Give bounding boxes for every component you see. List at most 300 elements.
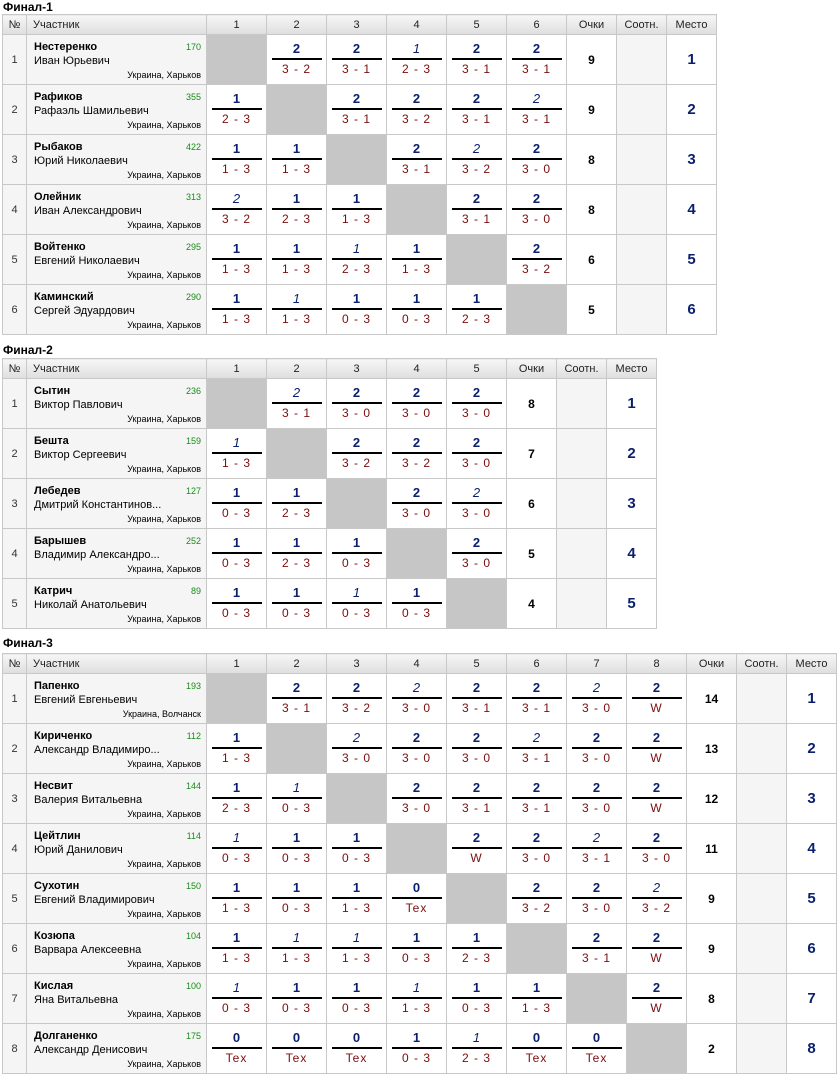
game-result[interactable] — [507, 235, 567, 285]
game-result[interactable] — [387, 379, 447, 429]
game-score: Tex — [225, 1051, 248, 1065]
game-points: 1 — [472, 291, 481, 306]
game-result[interactable] — [267, 185, 327, 235]
game-points: 2 — [352, 680, 361, 695]
player-number: 5 — [3, 235, 27, 285]
player-rating: 127 — [185, 486, 201, 496]
game-result[interactable] — [327, 285, 387, 335]
game-points: 2 — [532, 780, 541, 795]
self-cell — [327, 135, 387, 185]
game-result[interactable] — [627, 974, 687, 1024]
player-points: 8 — [567, 135, 617, 185]
result-divider — [272, 552, 322, 554]
game-result[interactable] — [267, 285, 327, 335]
game-points: 1 — [352, 535, 361, 550]
game-result[interactable] — [267, 874, 327, 924]
game-score: W — [650, 701, 663, 715]
game-points: 1 — [352, 191, 361, 206]
player-row — [3, 429, 657, 479]
game-points: 1 — [292, 585, 301, 600]
game-points: 2 — [472, 435, 481, 450]
player-surname[interactable]: Цейтлин — [34, 830, 81, 842]
game-points: 1 — [232, 585, 241, 600]
game-result[interactable] — [627, 674, 687, 724]
game-result[interactable] — [327, 924, 387, 974]
game-result[interactable] — [207, 235, 267, 285]
player-rating: 175 — [185, 1031, 201, 1041]
player-surname[interactable]: Козюпа — [34, 930, 75, 942]
game-score: 0 - 3 — [341, 1001, 371, 1015]
player-surname[interactable]: Долганенко — [34, 1030, 98, 1042]
participant-cell — [27, 379, 207, 429]
player-points: 8 — [507, 379, 557, 429]
game-score: 1 - 3 — [341, 951, 371, 965]
player-surname[interactable]: Рафиков — [34, 91, 83, 103]
game-points: 0 — [232, 1030, 241, 1045]
player-surname[interactable]: Сухотин — [34, 880, 80, 892]
game-points: 0 — [352, 1030, 361, 1045]
game-result[interactable] — [207, 579, 267, 629]
participant-cell — [27, 285, 207, 335]
player-city: Украина, Харьков — [127, 70, 201, 80]
player-ratio — [737, 824, 787, 874]
game-result[interactable] — [267, 379, 327, 429]
result-divider — [632, 897, 682, 899]
game-score: W — [650, 1001, 663, 1015]
game-points: 2 — [592, 680, 601, 695]
player-rating: 290 — [185, 292, 201, 302]
player-points: 5 — [567, 285, 617, 335]
result-divider — [272, 847, 322, 849]
game-result[interactable] — [567, 924, 627, 974]
game-result[interactable] — [387, 35, 447, 85]
player-ratio — [557, 379, 607, 429]
game-result[interactable] — [327, 35, 387, 85]
result-divider — [212, 158, 262, 160]
result-divider — [392, 947, 442, 949]
game-result[interactable] — [627, 924, 687, 974]
game-points: 2 — [472, 191, 481, 206]
player-name: Александр Денисович — [34, 1044, 148, 1056]
result-divider — [392, 897, 442, 899]
header-row — [3, 15, 717, 35]
player-city: Украина, Харьков — [127, 1059, 201, 1069]
game-result[interactable] — [627, 724, 687, 774]
game-points: 0 — [292, 1030, 301, 1045]
result-divider — [452, 402, 502, 404]
player-surname[interactable]: Несвит — [34, 780, 73, 792]
game-result[interactable] — [387, 285, 447, 335]
game-result[interactable] — [567, 724, 627, 774]
result-divider — [212, 258, 262, 260]
game-result[interactable] — [327, 974, 387, 1024]
player-ratio — [737, 674, 787, 724]
player-city: Украина, Волчанск — [122, 709, 201, 719]
game-score: 3 - 1 — [341, 112, 371, 126]
header-opponent-col: 1 — [207, 359, 267, 379]
game-score: 1 - 3 — [341, 901, 371, 915]
player-surname[interactable]: Рыбаков — [34, 141, 83, 153]
game-result[interactable] — [447, 379, 507, 429]
game-points: 2 — [532, 680, 541, 695]
game-score: 3 - 0 — [581, 901, 611, 915]
result-divider — [512, 258, 562, 260]
game-score: 3 - 1 — [461, 112, 491, 126]
player-surname[interactable]: Нестеренко — [34, 41, 98, 53]
result-divider — [212, 502, 262, 504]
game-result[interactable] — [267, 1024, 327, 1074]
game-result[interactable] — [507, 824, 567, 874]
game-result[interactable] — [387, 674, 447, 724]
header-ratio: Соотн. — [557, 359, 607, 379]
result-divider — [572, 797, 622, 799]
game-points: 2 — [592, 730, 601, 745]
player-surname[interactable]: Войтенко — [34, 241, 86, 253]
game-result[interactable] — [507, 974, 567, 1024]
result-divider — [212, 897, 262, 899]
game-result[interactable] — [387, 1024, 447, 1074]
game-result[interactable] — [447, 479, 507, 529]
game-result[interactable] — [387, 924, 447, 974]
header-participant: Участник — [27, 15, 207, 35]
game-result[interactable] — [327, 85, 387, 135]
game-points: 1 — [352, 291, 361, 306]
player-surname[interactable]: Барышев — [34, 535, 87, 547]
player-row — [3, 235, 717, 285]
game-score: 3 - 0 — [581, 701, 611, 715]
game-score: 3 - 0 — [401, 751, 431, 765]
result-divider — [212, 108, 262, 110]
game-result[interactable] — [207, 429, 267, 479]
player-name: Евгений Николаевич — [34, 255, 140, 267]
game-result[interactable] — [447, 85, 507, 135]
game-result[interactable] — [387, 479, 447, 529]
game-result[interactable] — [567, 774, 627, 824]
player-points: 8 — [567, 185, 617, 235]
player-row — [3, 185, 717, 235]
game-result[interactable] — [387, 774, 447, 824]
game-result[interactable] — [267, 35, 327, 85]
result-divider — [332, 602, 382, 604]
game-result[interactable] — [387, 85, 447, 135]
game-result[interactable] — [447, 924, 507, 974]
game-result[interactable] — [387, 135, 447, 185]
header-opponent-col: 2 — [267, 359, 327, 379]
participant-cell — [27, 874, 207, 924]
result-divider — [392, 697, 442, 699]
game-points: 2 — [592, 780, 601, 795]
player-number: 3 — [3, 135, 27, 185]
game-points: 2 — [532, 730, 541, 745]
game-points: 1 — [352, 980, 361, 995]
self-cell — [207, 674, 267, 724]
game-result[interactable] — [507, 185, 567, 235]
player-points: 7 — [507, 429, 557, 479]
player-city: Украина, Харьков — [127, 414, 201, 424]
participant-cell — [27, 235, 207, 285]
game-score: Tex — [525, 1051, 548, 1065]
participant-cell — [27, 579, 207, 629]
game-points: 2 — [652, 830, 661, 845]
game-result[interactable] — [387, 974, 447, 1024]
result-divider — [272, 502, 322, 504]
game-points: 2 — [412, 680, 421, 695]
game-result[interactable] — [447, 285, 507, 335]
player-surname[interactable]: Кислая — [34, 980, 74, 992]
header-num: № — [3, 15, 27, 35]
player-row — [3, 479, 657, 529]
player-points: 8 — [687, 974, 737, 1024]
results-table — [2, 14, 717, 335]
player-rating: 159 — [185, 436, 201, 446]
game-result[interactable] — [267, 924, 327, 974]
game-result[interactable] — [567, 1024, 627, 1074]
self-cell — [387, 529, 447, 579]
game-result[interactable] — [267, 674, 327, 724]
game-points: 1 — [232, 91, 241, 106]
game-result[interactable] — [447, 974, 507, 1024]
game-result[interactable] — [387, 874, 447, 924]
player-name: Владимир Александро... — [34, 549, 160, 561]
header-num: № — [3, 654, 27, 674]
result-divider — [392, 108, 442, 110]
header-place: Место — [787, 654, 837, 674]
result-divider — [452, 452, 502, 454]
game-result[interactable] — [267, 135, 327, 185]
game-points: 2 — [532, 141, 541, 156]
game-result[interactable] — [507, 1024, 567, 1074]
game-result[interactable] — [207, 874, 267, 924]
player-rating: 144 — [185, 781, 201, 791]
game-score: 1 - 3 — [221, 162, 251, 176]
game-points: 1 — [292, 191, 301, 206]
player-points: 4 — [507, 579, 557, 629]
game-points: 1 — [352, 830, 361, 845]
player-surname[interactable]: Катрич — [34, 585, 73, 597]
game-result[interactable] — [567, 874, 627, 924]
player-surname[interactable]: Каминский — [34, 291, 94, 303]
result-divider — [512, 208, 562, 210]
game-result[interactable] — [387, 724, 447, 774]
game-result[interactable] — [267, 774, 327, 824]
result-divider — [452, 747, 502, 749]
result-divider — [272, 697, 322, 699]
game-result[interactable] — [327, 379, 387, 429]
self-cell — [567, 974, 627, 1024]
result-divider — [332, 897, 382, 899]
game-result[interactable] — [507, 674, 567, 724]
game-result[interactable] — [567, 674, 627, 724]
game-points: 1 — [232, 241, 241, 256]
game-result[interactable] — [267, 479, 327, 529]
self-cell — [447, 874, 507, 924]
game-result[interactable] — [207, 135, 267, 185]
game-points: 1 — [232, 730, 241, 745]
participant-cell — [27, 824, 207, 874]
game-result[interactable] — [507, 774, 567, 824]
game-result[interactable] — [327, 724, 387, 774]
participant-cell — [27, 429, 207, 479]
result-divider — [572, 697, 622, 699]
game-result[interactable] — [507, 35, 567, 85]
game-result[interactable] — [267, 235, 327, 285]
player-number: 2 — [3, 429, 27, 479]
game-result[interactable] — [327, 1024, 387, 1074]
game-result[interactable] — [267, 529, 327, 579]
player-ratio — [617, 85, 667, 135]
result-divider — [272, 158, 322, 160]
result-divider — [512, 158, 562, 160]
game-result[interactable] — [507, 724, 567, 774]
game-result[interactable] — [207, 285, 267, 335]
game-score: 3 - 1 — [341, 62, 371, 76]
game-score: 1 - 3 — [221, 456, 251, 470]
game-result[interactable] — [207, 529, 267, 579]
game-result[interactable] — [207, 85, 267, 135]
player-surname[interactable]: Сытин — [34, 385, 71, 397]
game-result[interactable] — [447, 774, 507, 824]
game-result[interactable] — [207, 1024, 267, 1074]
player-number: 4 — [3, 529, 27, 579]
player-city: Украина, Харьков — [127, 120, 201, 130]
player-row — [3, 724, 837, 774]
results-table — [2, 653, 837, 1074]
result-divider — [332, 108, 382, 110]
result-divider — [452, 58, 502, 60]
game-result[interactable] — [447, 185, 507, 235]
game-score: 3 - 0 — [401, 801, 431, 815]
game-score: Tex — [585, 1051, 608, 1065]
game-score: W — [470, 851, 483, 865]
game-result[interactable] — [447, 35, 507, 85]
player-name: Евгений Евгеньевич — [34, 694, 138, 706]
game-result[interactable] — [327, 579, 387, 629]
game-result[interactable] — [267, 974, 327, 1024]
result-divider — [452, 502, 502, 504]
result-divider — [272, 58, 322, 60]
player-row — [3, 774, 837, 824]
game-score: 0 - 3 — [221, 1001, 251, 1015]
game-score: 3 - 1 — [461, 701, 491, 715]
result-divider — [452, 552, 502, 554]
game-result[interactable] — [207, 824, 267, 874]
game-result[interactable] — [627, 874, 687, 924]
player-surname[interactable]: Папенко — [34, 680, 80, 692]
game-points: 2 — [592, 830, 601, 845]
game-score: 3 - 0 — [521, 212, 551, 226]
game-score: 3 - 2 — [641, 901, 671, 915]
header-points: Очки — [687, 654, 737, 674]
game-result[interactable] — [267, 824, 327, 874]
result-divider — [272, 1047, 322, 1049]
player-ratio — [737, 774, 787, 824]
game-result[interactable] — [327, 529, 387, 579]
player-name: Яна Витальевна — [34, 994, 119, 1006]
game-result[interactable] — [447, 529, 507, 579]
game-score: W — [650, 751, 663, 765]
result-divider — [332, 1047, 382, 1049]
game-points: 1 — [472, 980, 481, 995]
game-result[interactable] — [327, 824, 387, 874]
header-opponent-col: 2 — [267, 15, 327, 35]
header-ratio: Соотн. — [737, 654, 787, 674]
game-result[interactable] — [567, 824, 627, 874]
player-city: Украина, Харьков — [127, 959, 201, 969]
game-score: 2 - 3 — [281, 556, 311, 570]
game-result[interactable] — [267, 579, 327, 629]
game-result[interactable] — [507, 135, 567, 185]
header-opponent-col: 4 — [387, 15, 447, 35]
game-result[interactable] — [327, 235, 387, 285]
game-points: 2 — [532, 830, 541, 845]
player-city: Украина, Харьков — [127, 564, 201, 574]
player-rating: 104 — [185, 931, 201, 941]
game-result[interactable] — [447, 674, 507, 724]
result-divider — [272, 258, 322, 260]
player-points: 6 — [507, 479, 557, 529]
header-opponent-col: 2 — [267, 654, 327, 674]
game-result[interactable] — [327, 185, 387, 235]
game-result[interactable] — [327, 674, 387, 724]
game-result[interactable] — [447, 429, 507, 479]
result-divider — [572, 847, 622, 849]
game-result[interactable] — [207, 479, 267, 529]
game-result[interactable] — [207, 185, 267, 235]
game-result[interactable] — [627, 824, 687, 874]
game-result[interactable] — [327, 429, 387, 479]
game-points: 2 — [472, 780, 481, 795]
game-result[interactable] — [207, 774, 267, 824]
game-result[interactable] — [447, 1024, 507, 1074]
player-name: Дмитрий Константинов... — [34, 499, 162, 511]
game-result[interactable] — [447, 724, 507, 774]
game-result[interactable] — [447, 135, 507, 185]
game-result[interactable] — [507, 85, 567, 135]
result-divider — [392, 997, 442, 999]
game-result[interactable] — [387, 235, 447, 285]
player-surname[interactable]: Олейник — [34, 191, 82, 203]
game-result[interactable] — [627, 774, 687, 824]
game-points: 2 — [532, 41, 541, 56]
header-opponent-col: 1 — [207, 654, 267, 674]
game-score: 3 - 1 — [461, 212, 491, 226]
game-points: 2 — [412, 780, 421, 795]
player-surname[interactable]: Кириченко — [34, 730, 93, 742]
game-result[interactable] — [447, 824, 507, 874]
result-divider — [212, 602, 262, 604]
player-rating: 150 — [185, 881, 201, 891]
player-name: Евгений Владимирович — [34, 894, 155, 906]
participant-cell — [27, 674, 207, 724]
game-score: 3 - 0 — [641, 851, 671, 865]
result-divider — [332, 747, 382, 749]
game-result[interactable] — [507, 874, 567, 924]
player-surname[interactable]: Бешта — [34, 435, 69, 447]
game-result[interactable] — [207, 924, 267, 974]
game-result[interactable] — [207, 724, 267, 774]
player-city: Украина, Харьков — [127, 859, 201, 869]
header-opponent-col: 4 — [387, 654, 447, 674]
result-divider — [512, 108, 562, 110]
game-points: 1 — [412, 41, 421, 56]
game-points: 1 — [292, 880, 301, 895]
player-place: 7 — [787, 974, 837, 1024]
game-result[interactable] — [387, 429, 447, 479]
game-result[interactable] — [207, 974, 267, 1024]
player-surname[interactable]: Лебедев — [34, 485, 81, 497]
game-result[interactable] — [387, 579, 447, 629]
game-result[interactable] — [327, 874, 387, 924]
